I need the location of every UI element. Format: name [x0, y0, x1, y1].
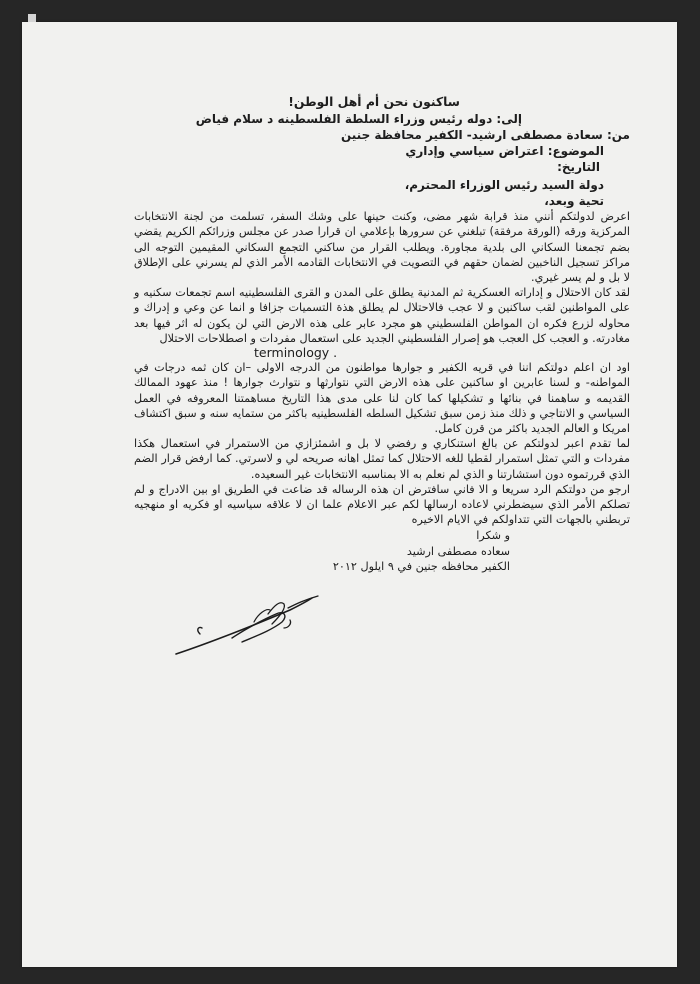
terminology-word: terminology . [254, 345, 338, 361]
paragraph-3: اود ان اعلم دولتكم اننا في قريه الكفير و جوارها مواطنون من الدرجه الاولى –ان كان ثمه درجات في المواطنه- و لسنا عابرين او ساكنين على هذه الارض التي نتوارثها و نتوارث جوارها ! منذ عهود الممالك القديمه و ساهمنا في بنائها و تشكيلها كما كان لنا على مدى هذا التاريخ مساهمتنا المعروفه في العمل السياسي و الانتاجي و ذلك منذ زمن سبق تشكيل السلطه الفلسطينيه باكثر من ستمايه سنه و سبق اكتشاف امريكا و العالم الجديد باكثر من قرن كامل. [134, 361, 630, 436]
subject-line: الموضوع: اعتراض سياسي وإداري [405, 144, 604, 159]
closing-thanks: و شكرا [476, 529, 510, 543]
date-line: التاريخ: [557, 160, 600, 175]
handwritten-signature [172, 594, 332, 674]
paragraph-2: لقد كان الاحتلال و إداراته العسكرية ثم المدنية يطلق على المدن و القرى الفلسطينيه اسم تجمعات سكنيه و على المواطنين لقب ساكنين و لا عجب فالاحتلال لم يطلق هذة التسميات جزافا و انما عن وعي و إدراك و محاوله لزرع فكره ان المواطن الفلسطيني هو مجرد عابر على هذه الارض التي لن يكون له اثر فيها بعد مغادرته. و العجب كل العجب هو إصرار الفلسطيني الجديد على استعمال مفردات و اصطلاحات الاحتلال [134, 286, 630, 345]
salutation-line: دولة السيد رئيس الوزراء المحترم، [404, 178, 604, 193]
letter-body [134, 94, 630, 574]
sender-name: سعاده مصطفى ارشيد [406, 544, 510, 558]
paragraph-1: اعرض لدولتكم أنني منذ قرابة شهر مضى، وكنت حينها على وشك السفر، تسلمت من لجنة الانتخابات المركزية ورقه (الورقة مرفقة) تبلغني عن سرورها بإعلامي ان قرارا صدر عن مجلس وزرائكم الكريم يقضي بضم تجمعنا السكاني الى بلدية مجاورة. ويطلب القرار من ساكني التجمع السكاني المقيمين التوجه الى مراكز تسجيل الناخبين لضمان حقهم في التصويت في الانتخابات القادمه الأمر الذي لم يسرني على الإطلاق لا بل و لم يسر غيري. [134, 210, 630, 285]
letter-page [22, 22, 677, 967]
sender-line: من: سعادة مصطفى ارشيد- الكفير محافظة جنين [340, 128, 630, 143]
recipient-line: إلى: دوله رئيس وزراء السلطة الفلسطينه د سلام فياض [195, 112, 522, 127]
greeting-line: تحية وبعد، [544, 194, 604, 209]
paragraph-4: لما تقدم اعبر لدولتكم عن بالغ استنكاري و رفضي لا بل و اشمئزازي من الاستمرار في استعمال هكذا مفردات و التي تمثل استمرار لقطيا للغه الاحتلال كما تمثل اهانه صريحه لي و لاسرتي. كما ارفض قرار الضم الذي قررتموه دون استشارتنا و الذي لم نعلم به الا بمناسبه الانتخابات غير السعيده. [134, 437, 630, 481]
scan-marker [28, 14, 36, 22]
letter-title: ساكنون نحن أم أهل الوطن! [288, 94, 460, 109]
place-and-date: الكفير محافظه جنين في ٩ ايلول ٢٠١٢ [332, 559, 510, 573]
paragraph-5: ارجو من دولتكم الرد سريعا و الا فاني سافترض ان هذه الرساله قد ضاعت في الطريق او بين الادراج و لم تصلكم الأمر الذي سيضطرني لاعاده ارسالها لكم عبر الاعلام علما ان لا علاقه سياسيه او فكريه او منهجيه تربطني بالجهات التي تتداولكم في الايام الاخيره [134, 482, 630, 527]
